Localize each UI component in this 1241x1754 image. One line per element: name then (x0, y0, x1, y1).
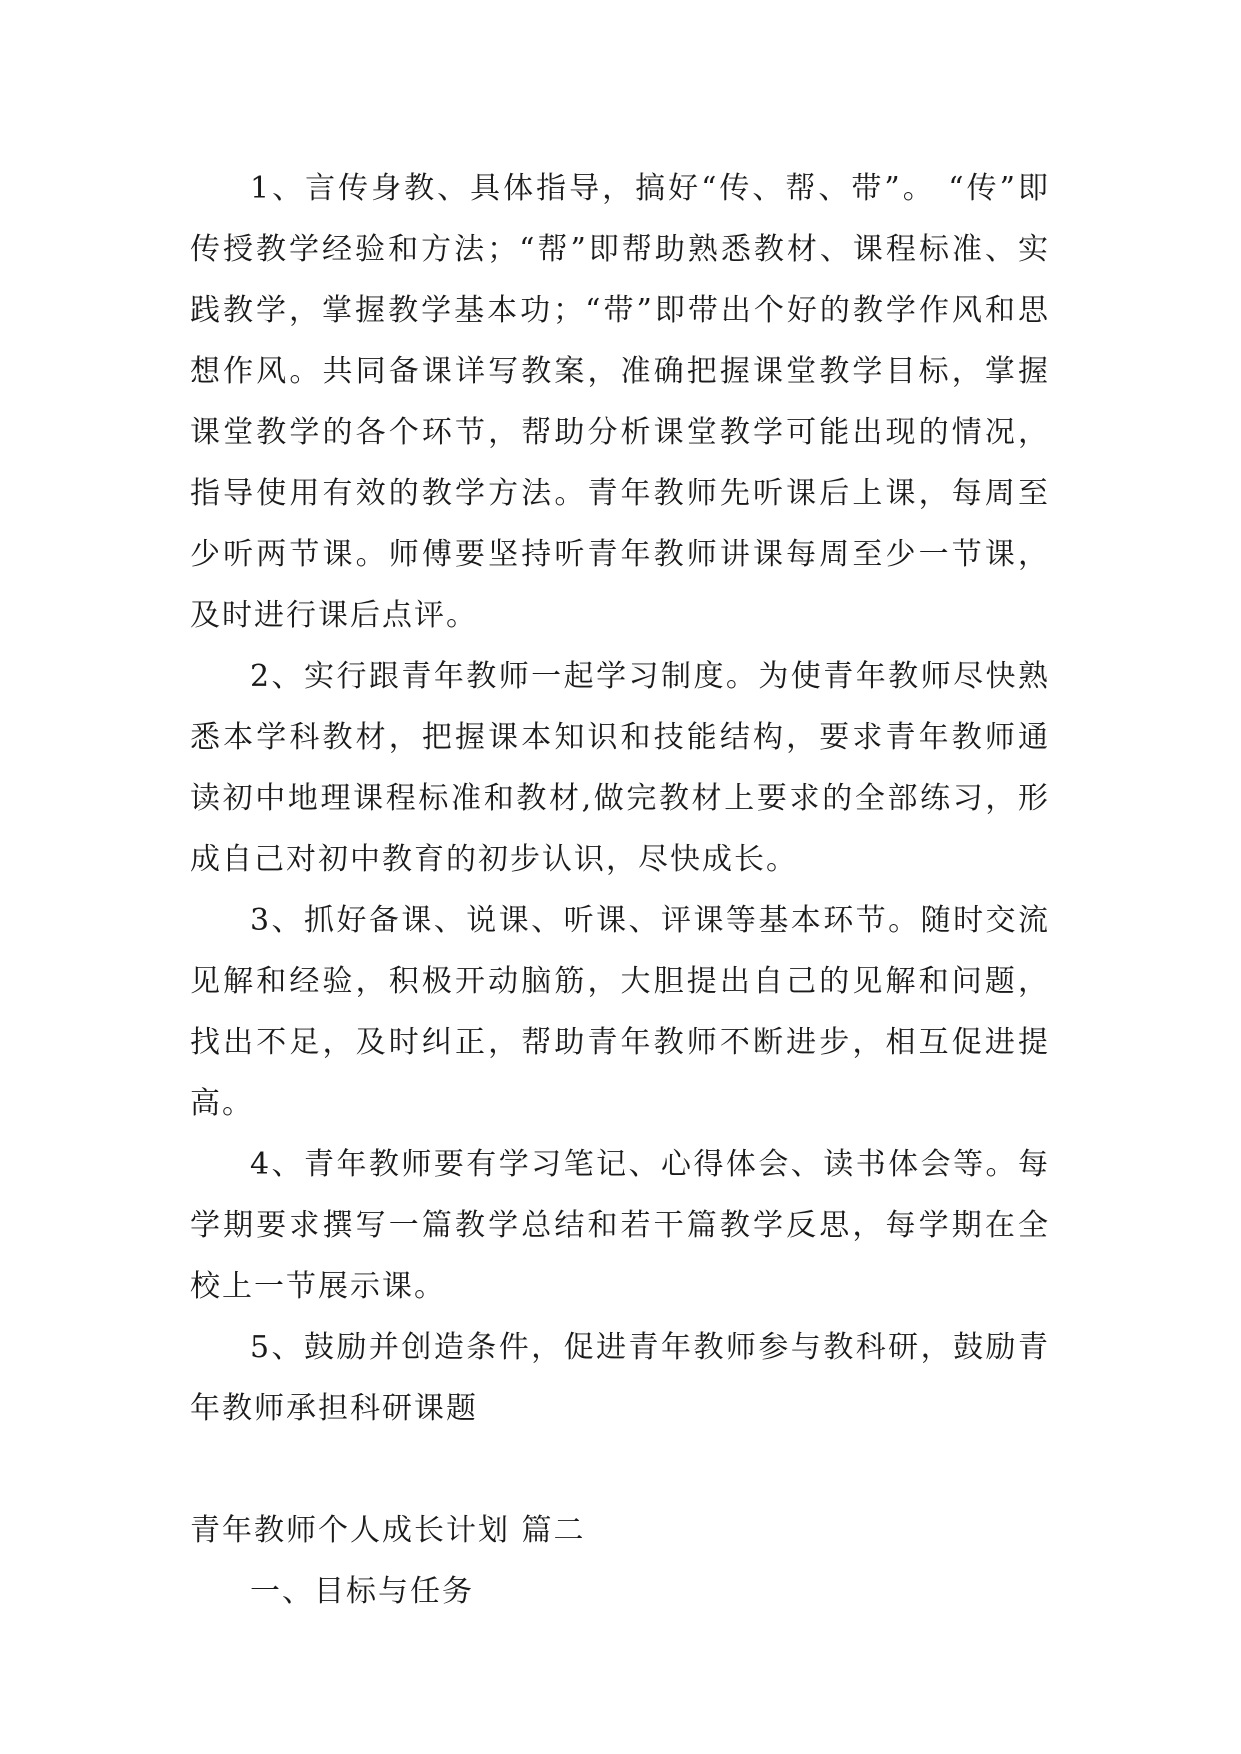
section-spacer (190, 1439, 1050, 1500)
paragraph-3: 3、抓好备课、说课、听课、评课等基本环节。随时交流见解和经验，积极开动脑筋，大胆提出自己的见解和问题，找出不足，及时纠正，帮助青年教师不断进步，相互促进提高。 (190, 903, 1050, 1121)
paragraph-4: 4、青年教师要有学习笔记、心得体会、读书体会等。每学期要求撰写一篇教学总结和若干篇教学反思，每学期在全校上一节展示课。 (190, 1147, 1050, 1304)
section-title: 青年教师个人成长计划 篇二 (190, 1513, 586, 1548)
paragraph-2: 2、实行跟青年教师一起学习制度。为使青年教师尽快熟悉本学科教材，把握课本知识和技能结构，要求青年教师通读初中地理课程标准和教材,做完教材上要求的全部练习，形成自己对初中教育的初步认识，尽快成长。 (190, 659, 1050, 877)
paragraph-1: 1、言传身教、具体指导，搞好“传、帮、带”。 “传”即传授教学经验和方法；“帮”即帮助熟悉教材、课程标准、实践教学，掌握教学基本功；“带”即带出个好的教学作风和思想作风。共同备课详写教案，准确把握课堂教学目标，掌握课堂教学的各个环节，帮助分析课堂教学可能出现的情况，指导使用有效的教学方法。青年教师先听课后上课，每周至少听两节课。师傅要坚持听青年教师讲课每周至少一节课，及时进行课后点评。 (190, 171, 1050, 633)
paragraph-5: 5、鼓励并创造条件，促进青年教师参与教科研，鼓励青年教师承担科研课题 (190, 1330, 1050, 1426)
document-body (190, 158, 1050, 1622)
subheading: 一、目标与任务 (250, 1574, 474, 1609)
